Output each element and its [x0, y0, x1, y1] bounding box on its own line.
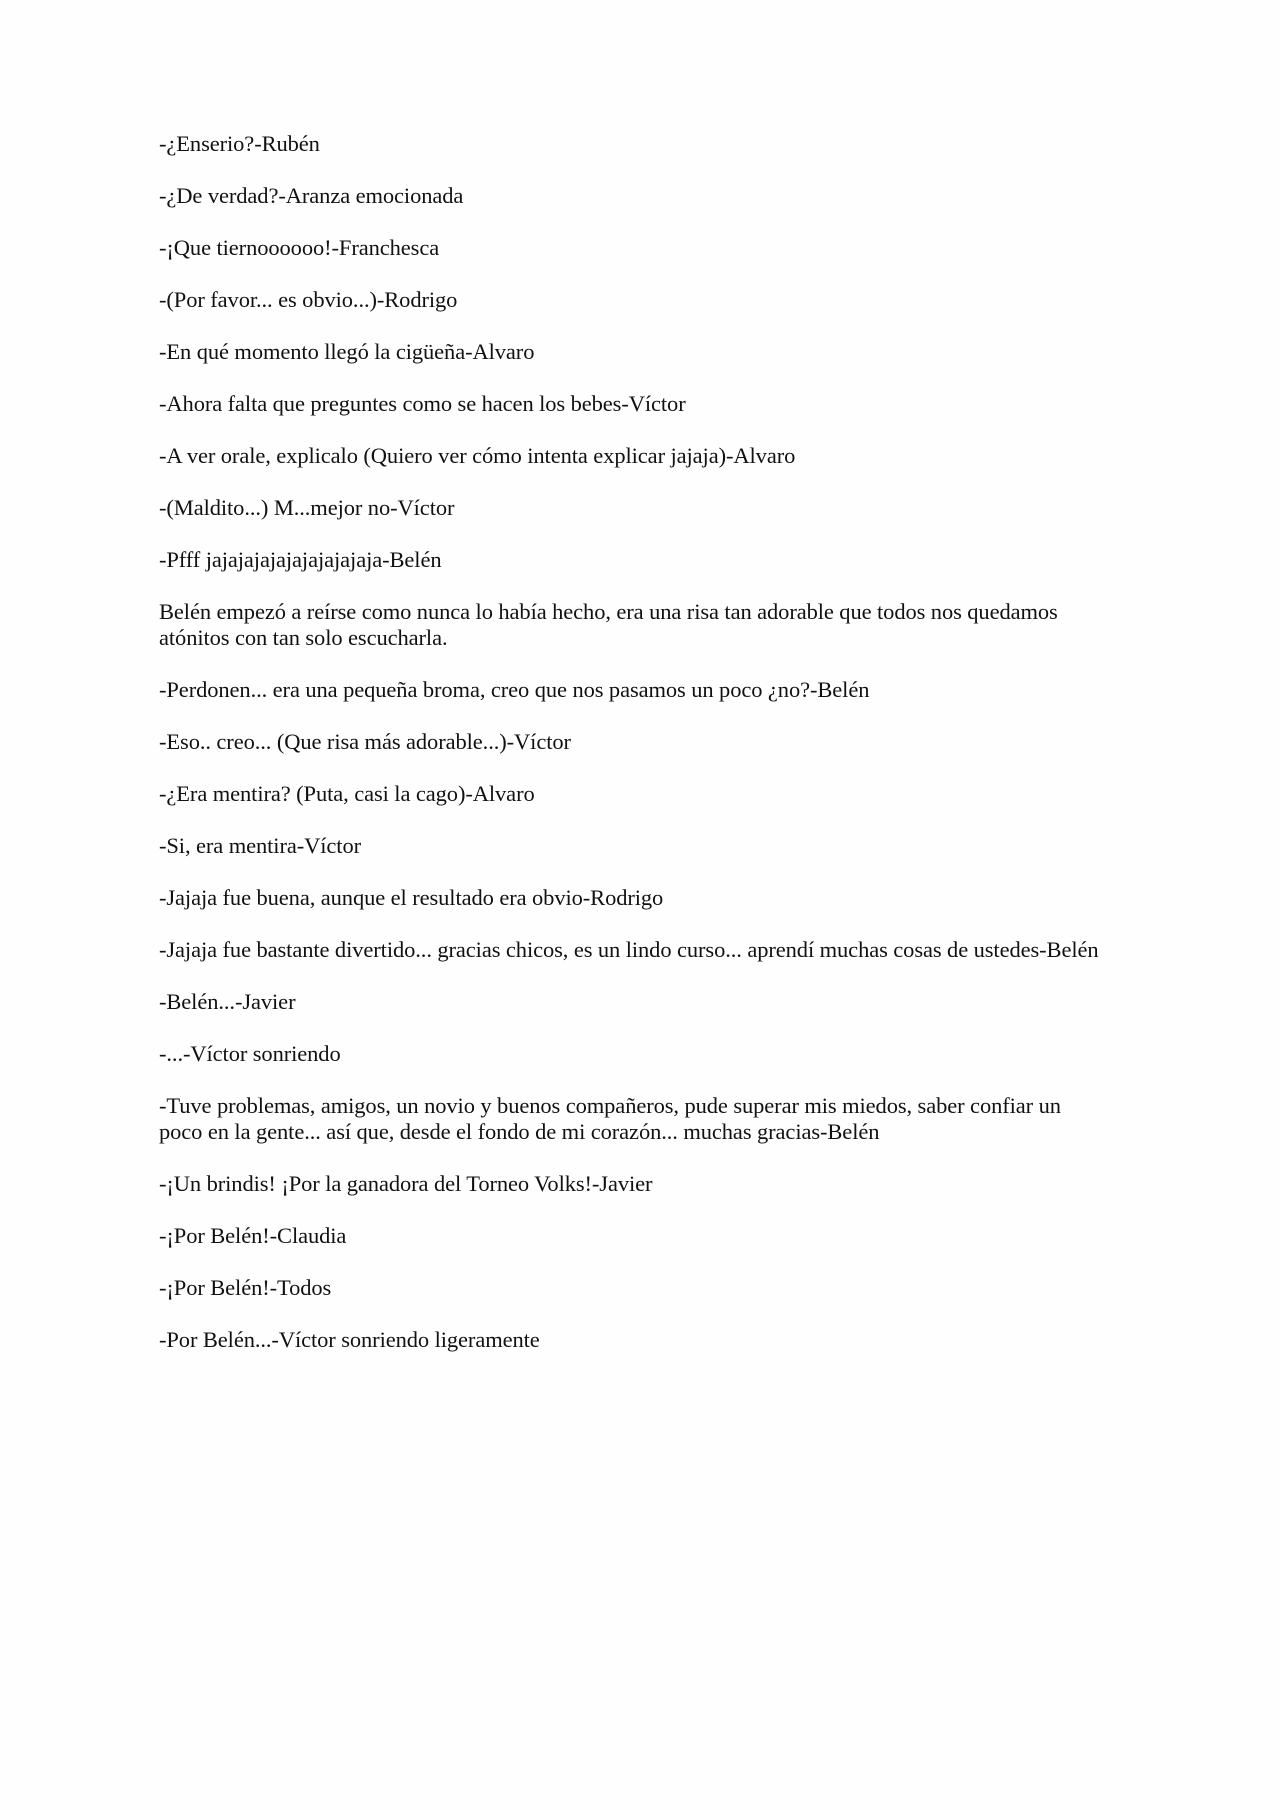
paragraph: -Por Belén...-Víctor sonriendo ligeramente — [159, 1327, 540, 1352]
paragraph: -¡Que tiernoooooo!-Franchesca — [159, 235, 440, 260]
paragraph: -¿Era mentira? (Puta, casi la cago)-Alvaro — [159, 781, 535, 806]
paragraph: -(Maldito...) M...mejor no-Víctor — [159, 495, 455, 520]
paragraph: -¿Enserio?-Rubén — [159, 131, 320, 156]
paragraph: -¿De verdad?-Aranza emocionada — [159, 183, 464, 208]
document-body — [159, 131, 1099, 1379]
paragraph: -A ver orale, explicalo (Quiero ver cómo intenta explicar jajaja)-Alvaro — [159, 443, 796, 468]
paragraph: -Eso.. creo... (Que risa más adorable...)-Víctor — [159, 729, 571, 754]
paragraph: -...-Víctor sonriendo — [159, 1041, 341, 1066]
paragraph: -(Por favor... es obvio...)-Rodrigo — [159, 287, 458, 312]
paragraph: -Pfff jajajajajajajajajajaja-Belén — [159, 547, 442, 572]
narration-paragraph: Belén empezó a reírse como nunca lo había hecho, era una risa tan adorable que todos nos quedamos atónitos con tan solo escucharla. — [159, 599, 1058, 650]
paragraph: -Perdonen... era una pequeña broma, creo que nos pasamos un poco ¿no?-Belén — [159, 677, 870, 702]
paragraph: -¡Por Belén!-Todos — [159, 1275, 332, 1300]
paragraph: -Tuve problemas, amigos, un novio y buenos compañeros, pude superar mis miedos, saber confiar un poco en la gente... así que, desde el fondo de mi corazón... muchas gracias-Belén — [159, 1093, 1061, 1144]
paragraph: -Jajaja fue buena, aunque el resultado era obvio-Rodrigo — [159, 885, 664, 910]
paragraph: -¡Un brindis! ¡Por la ganadora del Torneo Volks!-Javier — [159, 1171, 653, 1196]
paragraph: -Jajaja fue bastante divertido... gracias chicos, es un lindo curso... aprendí muchas cosas de ustedes-Belén — [159, 937, 1099, 962]
paragraph: -Si, era mentira-Víctor — [159, 833, 361, 858]
paragraph: -Belén...-Javier — [159, 989, 296, 1014]
paragraph: -Ahora falta que preguntes como se hacen los bebes-Víctor — [159, 391, 686, 416]
paragraph: -¡Por Belén!-Claudia — [159, 1223, 347, 1248]
paragraph: -En qué momento llegó la cigüeña-Alvaro — [159, 339, 535, 364]
